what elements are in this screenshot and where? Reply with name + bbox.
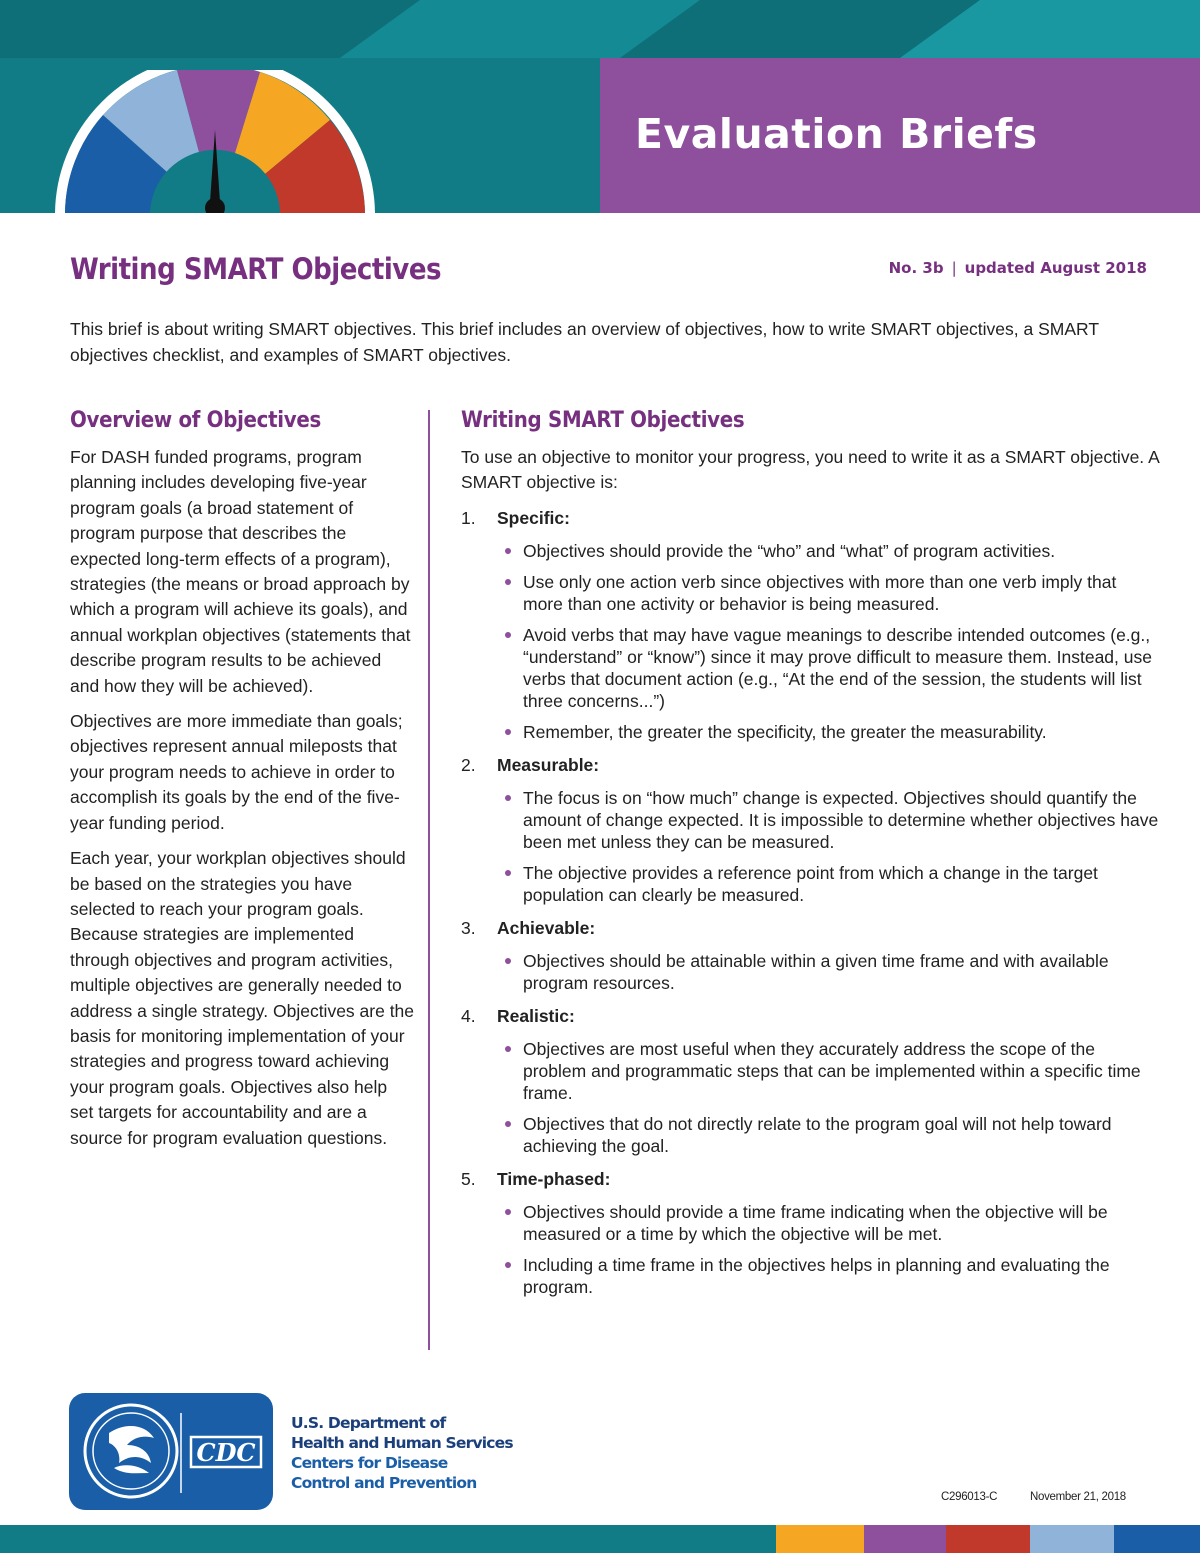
issue-updated: updated August 2018: [964, 259, 1147, 277]
footer-bar-segment: [0, 1525, 776, 1553]
banner-stripes: [0, 0, 1200, 58]
smart-item-specific: [461, 506, 1161, 743]
list-item: Remember, the greater the specificity, the greater the measurability.: [503, 721, 1161, 743]
header-banner: [0, 0, 1200, 213]
cdc-logo-text: CDC: [196, 1438, 256, 1467]
smart-list: [461, 506, 1161, 1298]
item-number: 1.: [461, 507, 476, 528]
footer-bar-segment: [776, 1525, 864, 1553]
agency-line: Centers for Disease: [291, 1454, 448, 1472]
writing-column: [461, 408, 1161, 1298]
agency-line: Control and Prevention: [291, 1474, 477, 1492]
banner-title-box: [600, 58, 1200, 213]
banner-title: Evaluation Briefs: [635, 110, 1038, 158]
item-label: Achievable:: [497, 917, 596, 938]
overview-paragraph: Objectives are more immediate than goals; objectives represent annual mileposts that your program needs to achieve in order to accomplish its goals by the end of the five-year funding period.: [70, 711, 403, 833]
footer-color-bar: [0, 1525, 1200, 1553]
footer-bar-segment: [946, 1525, 1030, 1553]
intro-paragraph: This brief is about writing SMART objectives. This brief includes an overview of objectives, how to write SMART objectives, a SMART objectives checklist, and examples of SMART objectives.: [70, 319, 1099, 365]
list-item: The focus is on “how much” change is expected. Objectives should quantify the amount of change expected. It is impossible to determine whether objectives have been met unless they can be measured.: [503, 787, 1161, 853]
agency-name: [291, 1413, 513, 1493]
hhs-eagle-icon: [69, 1393, 273, 1510]
item-number: 2.: [461, 754, 476, 775]
smart-item-measurable: [461, 753, 1161, 906]
document-code: C296013-C: [941, 1491, 998, 1503]
list-item: Objectives that do not directly relate to the program goal will not help toward achieving the goal.: [503, 1113, 1161, 1157]
gauge-icon: [55, 70, 375, 213]
item-number: 3.: [461, 917, 476, 938]
footer-bar-segment: [864, 1525, 946, 1553]
agency-line: U.S. Department of: [291, 1414, 446, 1432]
list-item: Avoid verbs that may have vague meanings to describe intended outcomes (e.g., “understand” or “know”) since it may prove difficult to measure them. Instead, use verbs that document action (e.g., “At the end of the session, the students will list three concerns...”): [503, 624, 1161, 712]
agency-line: Health and Human Services: [291, 1434, 513, 1452]
page-title: Writing SMART Objectives: [70, 252, 442, 286]
hhs-cdc-logo: [69, 1393, 273, 1510]
list-item: Objectives should provide a time frame indicating when the objective will be measured or a time by which the objective will be met.: [503, 1201, 1161, 1245]
list-item: Objectives should provide the “who” and “what” of program activities.: [503, 540, 1161, 562]
smart-item-time-phased: [461, 1167, 1161, 1298]
item-label: Measurable:: [497, 754, 600, 775]
writing-heading: Writing SMART Objectives: [461, 408, 745, 433]
footer-bar-segment: [1030, 1525, 1114, 1553]
overview-paragraph: For DASH funded programs, program planning includes developing five-year program goals (a broad statement of program purpose that describes the expected long-term effects of a program), strategies (the means or broad approach by which a program will achieve its goals), and annual workplan objectives (statements that describe program results to be achieved and how they will be achieved).: [70, 447, 411, 696]
item-label: Specific:: [497, 507, 570, 528]
column-divider: [428, 410, 430, 1350]
list-item: Use only one action verb since objectives with more than one verb imply that more than one activity or behavior is being measured.: [503, 571, 1161, 615]
footer-bar-segment: [1114, 1525, 1200, 1553]
writing-intro: To use an objective to monitor your progress, you need to write it as a SMART objective. A SMART objective is:: [461, 447, 1159, 493]
smart-item-realistic: [461, 1004, 1161, 1157]
issue-number: No. 3b: [888, 259, 944, 277]
overview-heading: Overview of Objectives: [70, 408, 321, 433]
item-label: Time-phased:: [497, 1168, 611, 1189]
meta-separator: |: [951, 259, 957, 277]
item-number: 5.: [461, 1168, 476, 1189]
document-date: November 21, 2018: [1030, 1491, 1126, 1503]
issue-meta: [889, 259, 1147, 277]
item-label: Realistic:: [497, 1005, 575, 1026]
overview-paragraph: Each year, your workplan objectives should be based on the strategies you have selected to reach your program goals. Because strategies are implemented through objectives and program activities, multiple objectives are generally needed to address a single strategy. Objectives are the basis for monitoring implementation of your strategies and progress toward achieving your program goals. Objectives also help set targets for accountability and are a source for program evaluation questions.: [70, 848, 415, 1148]
list-item: The objective provides a reference point from which a change in the target population can clearly be measured.: [503, 862, 1161, 906]
smart-item-achievable: [461, 916, 1161, 994]
list-item: Objectives are most useful when they accurately address the scope of the problem and programmatic steps that can be implemented within a specific time frame.: [503, 1038, 1161, 1104]
overview-column: [70, 408, 415, 1161]
item-number: 4.: [461, 1005, 476, 1026]
list-item: Including a time frame in the objectives helps in planning and evaluating the program.: [503, 1254, 1161, 1298]
list-item: Objectives should be attainable within a given time frame and with available program resources.: [503, 950, 1161, 994]
